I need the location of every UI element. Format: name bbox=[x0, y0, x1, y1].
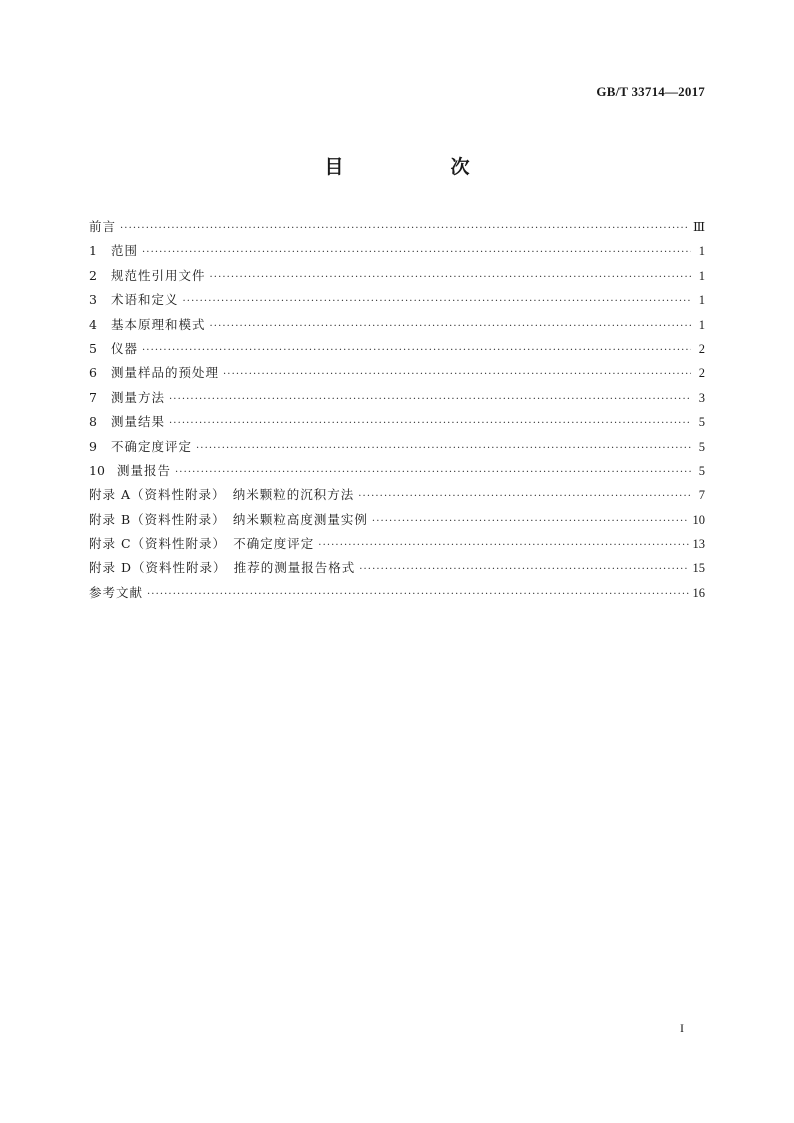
toc-entry-label: 前言 bbox=[89, 219, 117, 234]
toc-dot-leader bbox=[169, 412, 691, 436]
toc-entry-page: 5 bbox=[698, 415, 705, 430]
toc-entry[interactable] bbox=[89, 386, 705, 410]
toc-entry-label: 测量报告 bbox=[117, 462, 172, 478]
table-of-contents bbox=[89, 215, 705, 605]
toc-entry-page: 13 bbox=[692, 537, 705, 552]
toc-entry-page: 1 bbox=[698, 268, 705, 283]
toc-entry[interactable] bbox=[89, 459, 705, 483]
toc-entry-page: 1 bbox=[698, 317, 705, 332]
toc-entry-page: 5 bbox=[698, 463, 705, 478]
toc-dot-leader bbox=[196, 437, 691, 461]
toc-dot-leader bbox=[142, 241, 691, 265]
toc-entry[interactable] bbox=[89, 483, 705, 507]
toc-entry-page: 16 bbox=[692, 585, 705, 600]
toc-entry[interactable] bbox=[89, 337, 705, 361]
toc-entry-number: 10 bbox=[89, 462, 105, 478]
toc-entry-page: 5 bbox=[698, 439, 705, 454]
toc-entry-number: 8 bbox=[89, 414, 97, 430]
toc-entry-number: 7 bbox=[89, 389, 97, 405]
toc-dot-leader bbox=[372, 510, 689, 534]
toc-entry-number: 9 bbox=[89, 438, 97, 454]
toc-entry-label: 不确定度评定 bbox=[111, 438, 193, 454]
toc-entry-page: 2 bbox=[698, 366, 705, 381]
toc-entry-number: 2 bbox=[89, 267, 97, 283]
toc-dot-leader bbox=[318, 534, 688, 558]
toc-entry-label: 附录 A（资料性附录） 纳米颗粒的沉积方法 bbox=[89, 487, 355, 503]
toc-entry-label: 附录 B（资料性附录） 纳米颗粒高度测量实例 bbox=[89, 511, 368, 527]
toc-entry[interactable] bbox=[89, 556, 705, 580]
toc-entry-page: 7 bbox=[698, 488, 705, 503]
toc-entry-page: 15 bbox=[692, 561, 705, 576]
toc-dot-leader bbox=[120, 217, 689, 241]
toc-entry[interactable] bbox=[89, 264, 705, 288]
toc-entry-label: 基本原理和模式 bbox=[111, 316, 206, 332]
toc-entry-page: 1 bbox=[698, 244, 705, 259]
toc-entry-label: 测量结果 bbox=[111, 414, 166, 430]
toc-entry-number: 5 bbox=[89, 340, 97, 356]
toc-entry-number: 1 bbox=[89, 243, 97, 259]
toc-entry-number: 4 bbox=[89, 316, 97, 332]
toc-entry[interactable] bbox=[89, 508, 705, 532]
toc-dot-leader bbox=[210, 315, 691, 339]
toc-entry-label: 参考文献 bbox=[89, 584, 144, 600]
toc-entry-label: 附录 C（资料性附录） 不确定度评定 bbox=[89, 536, 315, 552]
toc-entry[interactable] bbox=[89, 288, 705, 312]
toc-entry-label: 仪器 bbox=[111, 340, 139, 356]
toc-entry-page: Ⅲ bbox=[692, 220, 705, 234]
toc-entry-page: 10 bbox=[692, 512, 705, 527]
toc-entry-page: 2 bbox=[698, 341, 705, 356]
toc-entry-page: 3 bbox=[698, 390, 705, 405]
toc-entry-label: 规范性引用文件 bbox=[111, 267, 206, 283]
toc-entry-label: 术语和定义 bbox=[111, 292, 179, 308]
toc-dot-leader bbox=[183, 290, 691, 314]
standard-code: GB/T 33714—2017 bbox=[596, 84, 705, 99]
toc-dot-leader bbox=[358, 485, 691, 509]
toc-entry-label: 附录 D（资料性附录） 推荐的测量报告格式 bbox=[89, 560, 356, 576]
toc-entry-label: 范围 bbox=[111, 243, 139, 259]
toc-entry[interactable] bbox=[89, 215, 705, 239]
toc-entry-label: 测量样品的预处理 bbox=[111, 365, 220, 381]
toc-entry[interactable] bbox=[89, 361, 705, 385]
toc-entry-page: 1 bbox=[698, 293, 705, 308]
toc-entry[interactable] bbox=[89, 239, 705, 263]
toc-entry-number: 6 bbox=[89, 365, 97, 381]
toc-dot-leader bbox=[142, 339, 691, 363]
page-number: I bbox=[680, 1021, 684, 1035]
toc-entry[interactable] bbox=[89, 435, 705, 459]
toc-entry[interactable] bbox=[89, 532, 705, 556]
toc-entry[interactable] bbox=[89, 410, 705, 434]
toc-entry-label: 测量方法 bbox=[111, 389, 166, 405]
toc-entry[interactable] bbox=[89, 313, 705, 337]
toc-dot-leader bbox=[210, 266, 691, 290]
toc-entry[interactable] bbox=[89, 581, 705, 605]
toc-title: 目 次 bbox=[324, 156, 514, 178]
toc-dot-leader bbox=[223, 363, 691, 387]
toc-dot-leader bbox=[359, 558, 688, 582]
toc-dot-leader bbox=[147, 583, 688, 607]
toc-dot-leader bbox=[175, 461, 691, 485]
toc-entry-number: 3 bbox=[89, 292, 97, 308]
toc-dot-leader bbox=[169, 388, 691, 412]
